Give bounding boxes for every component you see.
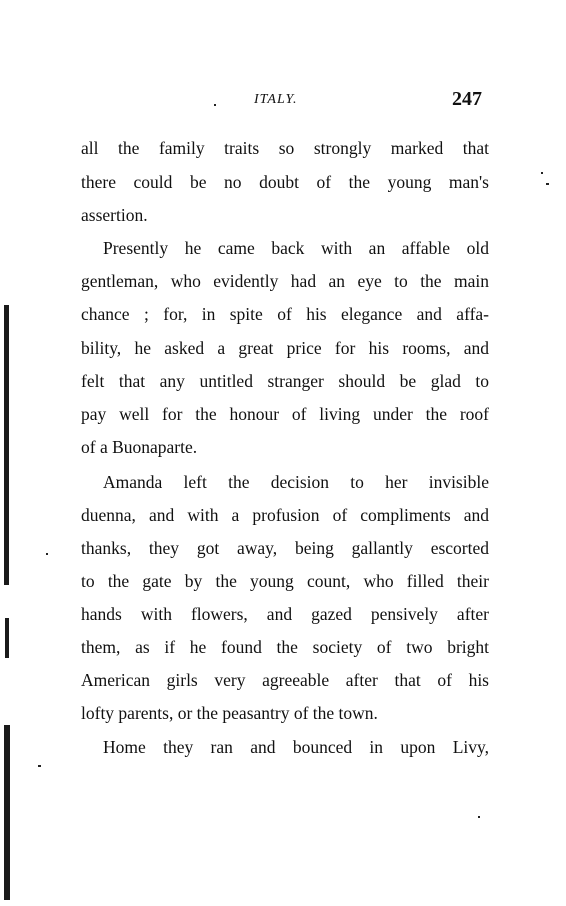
text-line: felt that any untitled stranger should be glad to <box>81 371 489 391</box>
text-line: them, as if he found the society of two bright <box>81 637 489 657</box>
running-header-title: ITALY. <box>254 92 298 107</box>
text-line: Amanda left the decision to her invisible <box>103 472 489 492</box>
scan-speck <box>541 172 543 174</box>
text-line: of a Buonaparte. <box>81 437 198 457</box>
text-line: duenna, and with a profusion of compliments and <box>81 505 489 525</box>
scan-speck <box>38 765 41 767</box>
text-line: gentleman, who evidently had an eye to the main <box>81 271 489 291</box>
text-line: hands with flowers, and gazed pensively after <box>81 604 489 624</box>
text-line: bility, he asked a great price for his rooms, and <box>81 338 489 358</box>
scan-edge-shadow <box>5 618 9 658</box>
text-line: Presently he came back with an affable old <box>103 238 489 258</box>
text-line: there could be no doubt of the young man's <box>81 172 489 192</box>
text-line: to the gate by the young count, who filled their <box>81 571 489 591</box>
text-line: all the family traits so strongly marked that <box>81 138 489 158</box>
text-line: Home they ran and bounced in upon Livy, <box>103 737 489 757</box>
scan-speck <box>546 183 549 185</box>
scan-speck <box>214 104 216 106</box>
text-line: pay well for the honour of living under the roof <box>81 404 489 424</box>
text-line: assertion. <box>81 205 148 225</box>
text-line: lofty parents, or the peasantry of the town. <box>81 703 378 723</box>
text-line: thanks, they got away, being gallantly escorted <box>81 538 489 558</box>
text-line: American girls very agreeable after that of his <box>81 670 489 690</box>
scan-speck <box>478 816 480 818</box>
text-line: chance ; for, in spite of his elegance and affa- <box>81 304 489 324</box>
page-number: 247 <box>452 88 482 110</box>
scan-speck <box>46 553 48 555</box>
scan-edge-shadow <box>4 305 9 585</box>
scan-edge-shadow <box>4 725 10 900</box>
